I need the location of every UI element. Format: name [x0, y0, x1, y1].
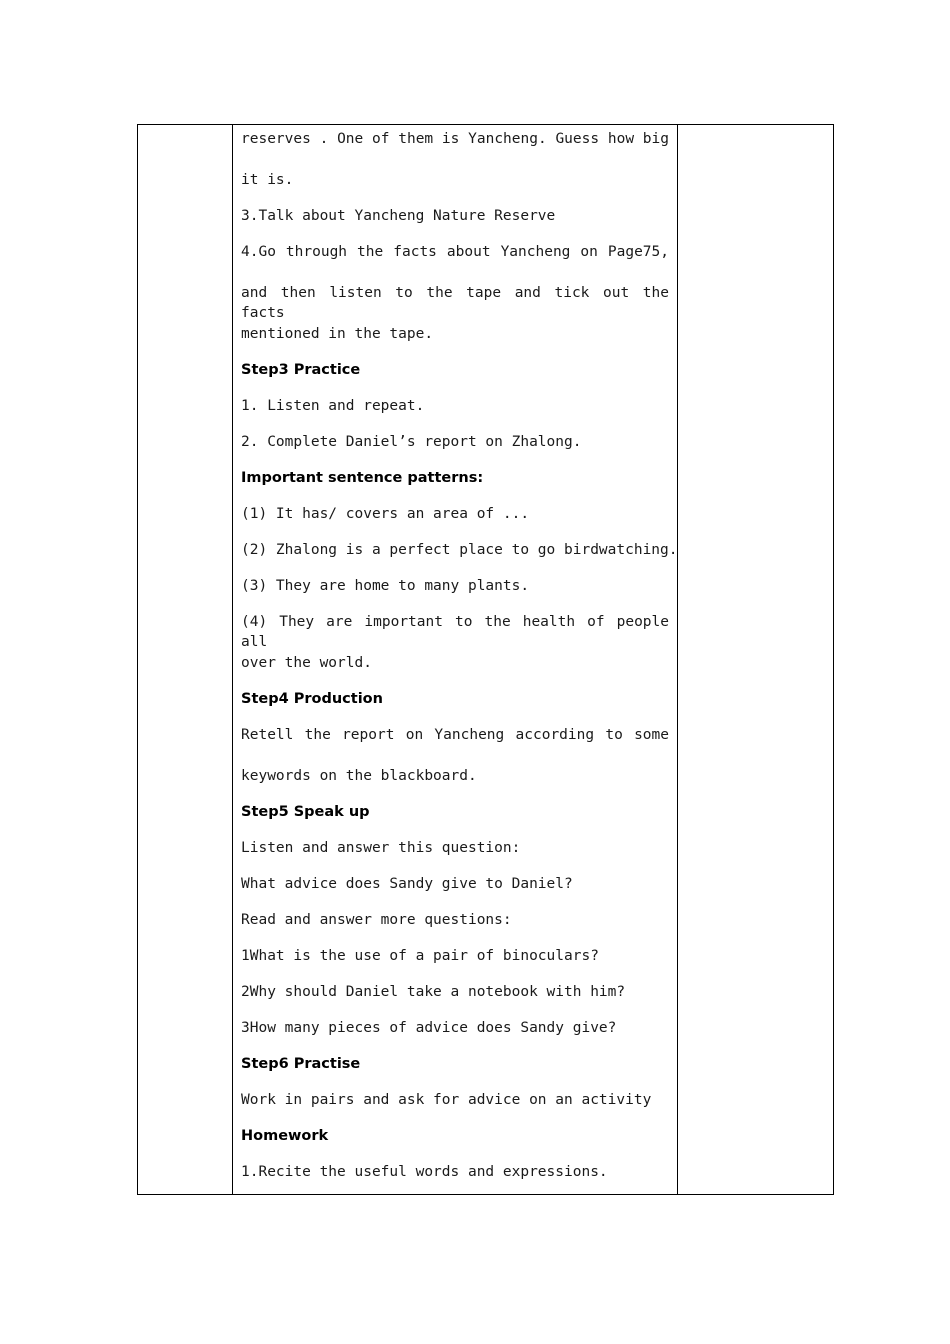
text-line: 1. Listen and repeat. — [241, 398, 425, 414]
text-line: 3.Talk about Yancheng Nature Reserve — [241, 208, 556, 224]
text-line: What advice does Sandy give to Daniel? — [241, 876, 573, 892]
text-line: mentioned in the tape. — [241, 326, 434, 342]
text-line: over the world. — [241, 655, 372, 671]
left-column-cell — [138, 125, 232, 1194]
step-heading: Step4 Production — [241, 691, 383, 707]
text-line: Retell the report on Yancheng according to some — [241, 727, 669, 743]
text-line: (4) They are important to the health of people all — [241, 614, 669, 650]
section-heading: Important sentence patterns: — [241, 470, 484, 486]
text-line: Work in pairs and ask for advice on an activity — [241, 1092, 652, 1108]
step-heading: Step6 Practise — [241, 1056, 361, 1072]
text-line: Read and answer more questions: — [241, 912, 512, 928]
text-line: keywords on the blackboard. — [241, 768, 477, 784]
text-line: and then listen to the tape and tick out the facts — [241, 285, 669, 321]
text-line: (2) Zhalong is a perfect place to go birdwatching. — [241, 542, 678, 558]
text-line: it is. — [241, 172, 294, 188]
text-line: (1) It has/ covers an area of ... — [241, 506, 530, 522]
main-content-cell — [241, 125, 678, 1194]
text-line: 2Why should Daniel take a notebook with him? — [241, 984, 626, 1000]
step-heading: Step3 Practice — [241, 362, 361, 378]
text-line: Listen and answer this question: — [241, 840, 521, 856]
column-divider-left — [232, 125, 233, 1194]
lesson-plan-table — [137, 124, 834, 1195]
text-line: 4.Go through the facts about Yancheng on Page75, — [241, 244, 669, 260]
text-line: reserves . One of them is Yancheng. Guess how big — [241, 131, 669, 147]
text-line: 2. Complete Daniel’s report on Zhalong. — [241, 434, 582, 450]
text-line: 3How many pieces of advice does Sandy give? — [241, 1020, 617, 1036]
text-line: 1.Recite the useful words and expressions. — [241, 1164, 608, 1180]
right-column-cell — [678, 125, 833, 1194]
text-line: 1What is the use of a pair of binoculars? — [241, 948, 599, 964]
text-line: (3) They are home to many plants. — [241, 578, 530, 594]
step-heading: Step5 Speak up — [241, 804, 370, 820]
section-heading: Homework — [241, 1128, 329, 1144]
